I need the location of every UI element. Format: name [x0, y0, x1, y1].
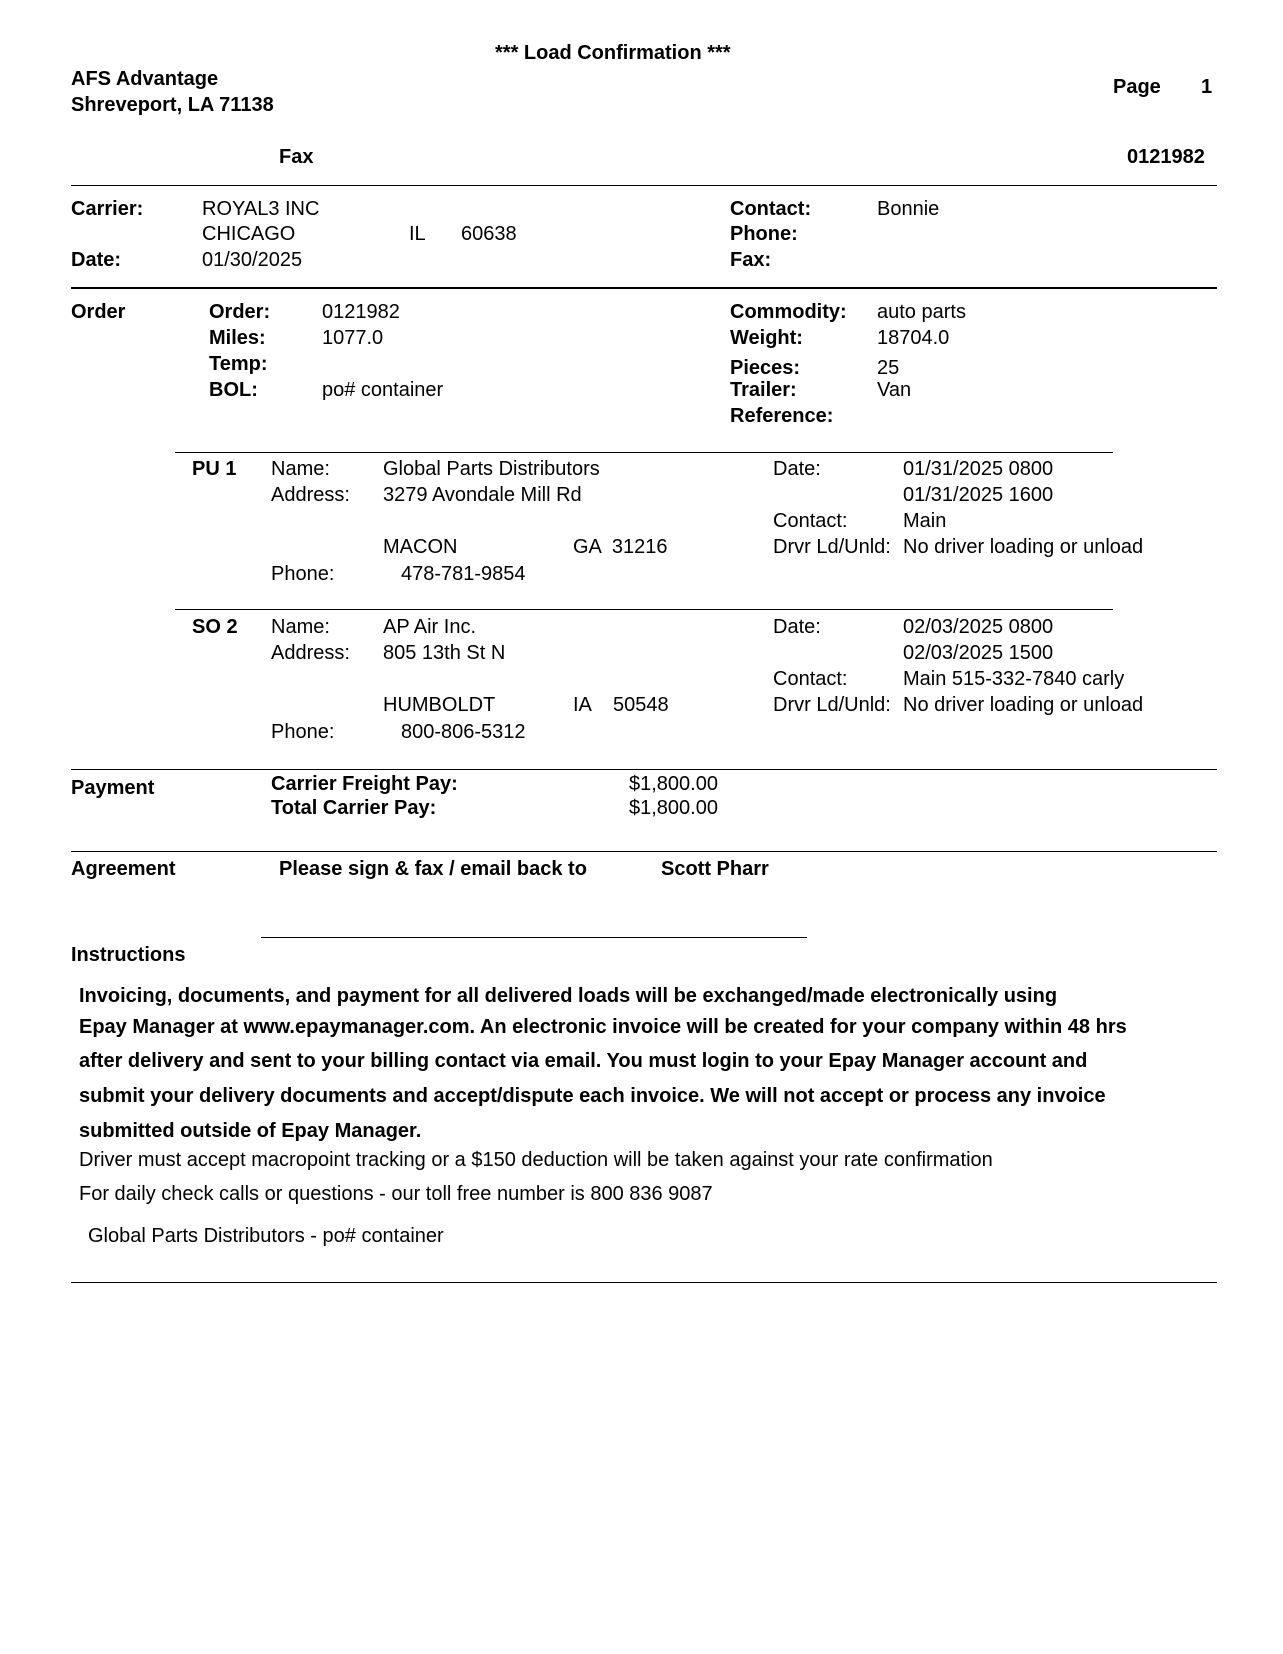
- company-city: Shreveport, LA 71138: [71, 94, 274, 116]
- reference-label: Reference:: [730, 405, 834, 427]
- stop1-name: Global Parts Distributors: [383, 458, 600, 480]
- stop2-name: AP Air Inc.: [383, 616, 477, 638]
- stop2-address: 805 13th St N: [383, 642, 506, 664]
- check-call-instruction: For daily check calls or questions - our toll free number is 800 836 9087: [79, 1183, 713, 1205]
- trailer-value: Van: [877, 379, 912, 401]
- stop2-date-end: 02/03/2025 1500: [903, 642, 1054, 664]
- carrier-fax-label: Fax:: [730, 249, 772, 271]
- stop2-date-label: Date:: [773, 616, 821, 638]
- fax-label: Fax: [279, 146, 314, 168]
- carrier-divider: [71, 287, 1217, 289]
- freight-pay-label: Carrier Freight Pay:: [271, 773, 458, 795]
- payment-section-label: Payment: [71, 777, 155, 799]
- carrier-contact: Bonnie: [877, 198, 940, 220]
- order-label: Order:: [209, 301, 271, 323]
- stop2-phone-label: Phone:: [271, 721, 335, 743]
- instructions-section-label: Instructions: [71, 944, 186, 966]
- commodity-value: auto parts: [877, 301, 966, 323]
- carrier-zip: 60638: [461, 223, 517, 245]
- stop2-city: HUMBOLDT: [383, 694, 496, 716]
- stop2-drvr: No driver loading or unload: [903, 694, 1144, 716]
- carrier-date: 01/30/2025: [202, 249, 303, 271]
- instruction-line: Epay Manager at www.epaymanager.com. An electronic invoice will be created for your company within 48 hrs: [79, 1016, 1127, 1038]
- bol-value: po# container: [322, 379, 444, 401]
- signature-line: [261, 937, 807, 938]
- stop1-date-start: 01/31/2025 0800: [903, 458, 1054, 480]
- miles-value: 1077.0: [322, 327, 384, 349]
- agreement-section-label: Agreement: [71, 858, 176, 880]
- stop1-date-end: 01/31/2025 1600: [903, 484, 1054, 506]
- temp-label: Temp:: [209, 353, 268, 375]
- stop1-phone: 478-781-9854: [401, 563, 526, 585]
- stop1-drvr: No driver loading or unload: [903, 536, 1144, 558]
- agreement-person: Scott Pharr: [661, 858, 769, 880]
- total-pay-value: $1,800.00: [629, 797, 718, 819]
- carrier-name: ROYAL3 INC: [202, 198, 320, 220]
- page-label: Page: [1113, 76, 1161, 98]
- weight-label: Weight:: [730, 327, 803, 349]
- date-label: Date:: [71, 249, 122, 271]
- stop1-address-label: Address:: [271, 484, 350, 506]
- instruction-line: submit your delivery documents and accept/dispute each invoice. We will not accept or process any invoice: [79, 1085, 1106, 1107]
- stop1-city: MACON: [383, 536, 458, 558]
- contact-label: Contact:: [730, 198, 812, 220]
- header-divider: [71, 185, 1217, 186]
- stop2-contact: Main 515-332-7840 carly: [903, 668, 1125, 690]
- trailer-label: Trailer:: [730, 379, 797, 401]
- instruction-line: Invoicing, documents, and payment for all delivered loads will be exchanged/made electronically using: [79, 985, 1058, 1007]
- carrier-city: CHICAGO: [202, 223, 296, 245]
- pieces-value: 25: [877, 357, 900, 379]
- stop1-contact-label: Contact:: [773, 510, 848, 532]
- total-pay-label: Total Carrier Pay:: [271, 797, 437, 819]
- stop2-contact-label: Contact:: [773, 668, 848, 690]
- stop2-divider: [175, 609, 1113, 610]
- stop1-id: PU 1: [192, 458, 237, 480]
- carrier-label: Carrier:: [71, 198, 144, 220]
- order-number: 0121982: [322, 301, 400, 323]
- stop1-divider: [175, 452, 1113, 453]
- stop1-name-label: Name:: [271, 458, 330, 480]
- stop1-address: 3279 Avondale Mill Rd: [383, 484, 582, 506]
- tracking-instruction: Driver must accept macropoint tracking or a $150 deduction will be taken against your rate confirmation: [79, 1149, 993, 1171]
- stop1-drvr-label: Drvr Ld/Unld:: [773, 536, 891, 558]
- miles-label: Miles:: [209, 327, 266, 349]
- stop1-state-zip: GA 31216: [573, 536, 668, 558]
- freight-pay-value: $1,800.00: [629, 773, 718, 795]
- agreement-divider: [71, 851, 1217, 852]
- stop2-name-label: Name:: [271, 616, 330, 638]
- stop2-date-start: 02/03/2025 0800: [903, 616, 1054, 638]
- company-name: AFS Advantage: [71, 68, 219, 90]
- page-number: 1: [1201, 76, 1213, 98]
- commodity-label: Commodity:: [730, 301, 847, 323]
- carrier-state: IL: [409, 223, 426, 245]
- document-title: *** Load Confirmation ***: [495, 42, 731, 64]
- stop1-contact: Main: [903, 510, 947, 532]
- footer-divider: [71, 1282, 1217, 1283]
- load-number: 0121982: [1127, 146, 1205, 168]
- bol-label: BOL:: [209, 379, 258, 401]
- instruction-line: after delivery and sent to your billing contact via email. You must login to your Epay Manager account and: [79, 1050, 1088, 1072]
- stop1-phone-label: Phone:: [271, 563, 335, 585]
- stop2-phone: 800-806-5312: [401, 721, 526, 743]
- order-section-label: Order: [71, 301, 126, 323]
- payment-divider: [71, 769, 1217, 770]
- stop2-state-zip: IA 50548: [573, 694, 669, 716]
- phone-label: Phone:: [730, 223, 798, 245]
- instruction-line: submitted outside of Epay Manager.: [79, 1120, 422, 1142]
- stop2-drvr-label: Drvr Ld/Unld:: [773, 694, 891, 716]
- stop2-id: SO 2: [192, 616, 238, 638]
- pieces-label: Pieces:: [730, 357, 801, 379]
- stop2-address-label: Address:: [271, 642, 350, 664]
- stop1-date-label: Date:: [773, 458, 821, 480]
- weight-value: 18704.0: [877, 327, 950, 349]
- instruction-note: Global Parts Distributors - po# container: [88, 1225, 444, 1247]
- agreement-text: Please sign & fax / email back to: [279, 858, 587, 880]
